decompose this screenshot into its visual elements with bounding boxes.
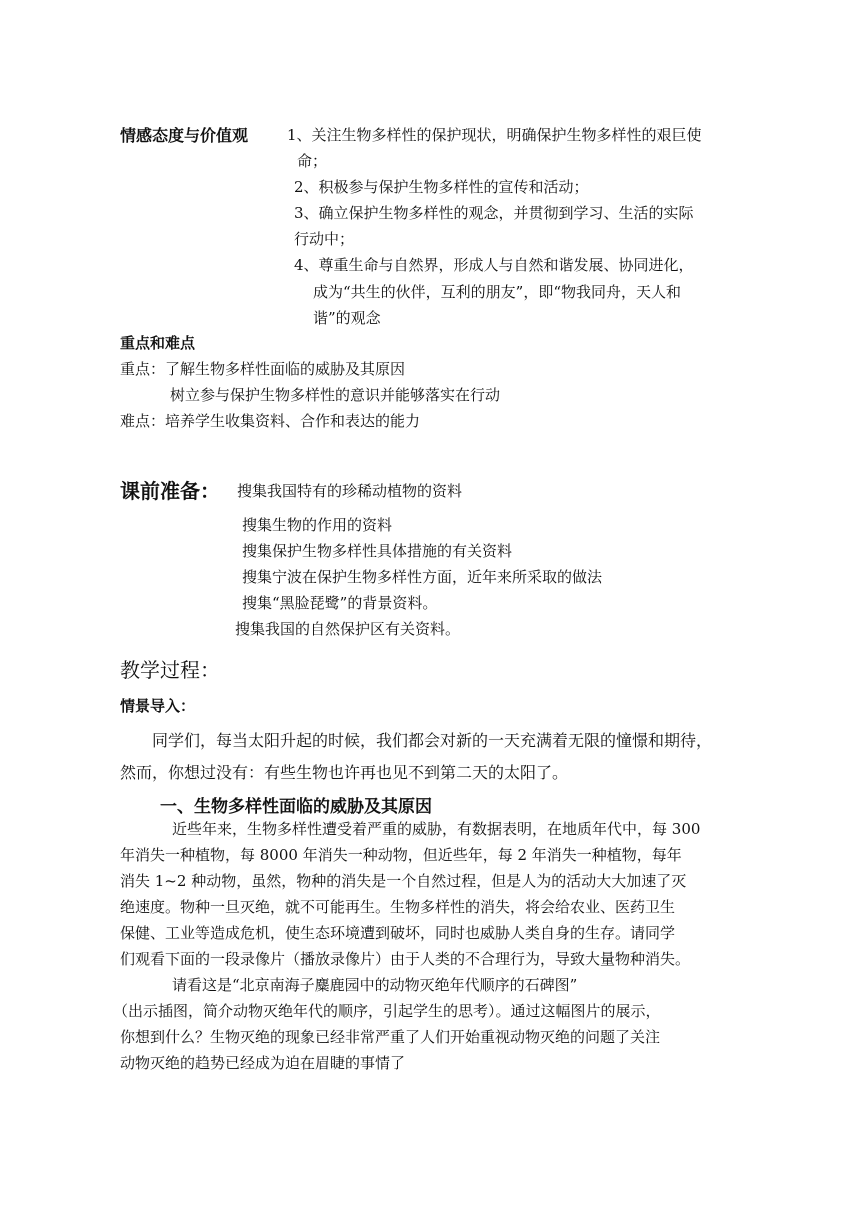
affect-label: 情感态度与价值观 [120,126,249,145]
prep-item-4: 搜集宁波在保护生物多样性方面，近年来所采取的做法 [242,568,603,586]
prep-item-2: 搜集生物的作用的资料 [242,516,393,534]
section1-line-9: 你想到什么？生物灭绝的现象已经非常严重了人们开始重视动物灭绝的问题了关注 [120,1028,661,1046]
prep-item-5: 搜集“黑脸琵鹭”的背景资料。 [242,594,438,612]
prep-item-3: 搜集保护生物多样性具体措施的有关资料 [242,542,513,560]
affect-line-2: 命； [297,152,328,170]
process-heading: 教学过程： [120,658,220,682]
section1-line-5: 保健、工业等造成危机，使生态环境遭到破坏，同时也威胁人类自身的生存。请同学 [120,924,676,942]
section1-line-4: 绝速度。物种一旦灭绝，就不可能再生。生物多样性的消失，将会给农业、医药卫生 [120,898,676,916]
affect-line-5: 行动中； [294,230,355,248]
affect-line-7: 成为“共生的伙伴，互利的朋友”，即“物我同舟，天人和 [313,283,682,301]
key-points-heading: 重点和难点 [120,334,196,352]
intro-line-2: 然而，你想过没有：有些生物也许再也见不到第二天的太阳了。 [120,763,569,782]
section1-line-10: 动物灭绝的趋势已经成为迫在眉睫的事情了 [120,1054,406,1072]
section1-line-2: 年消失一种植物，每 8000 年消失一种动物，但近些年，每 2 年消失一种植物，每年 [120,846,682,864]
section1-heading: 一、生物多样性面临的威胁及其原因 [160,797,432,817]
affect-line-4: 3、确立保护生物多样性的观念，并贯彻到学习、生活的实际 [294,204,694,222]
difficulty-point: 难点：培养学生收集资料、合作和表达的能力 [120,412,421,430]
affect-line-6: 4、尊重生命与自然界，形成人与自然和谐发展、协同进化， [294,256,694,274]
affect-line-3: 2、积极参与保护生物多样性的宣传和活动； [294,178,589,196]
section1-line-7: 请看这是“北京南海子麋鹿园中的动物灭绝年代顺序的石碑图” [172,976,578,994]
intro-heading: 情景导入： [120,697,196,715]
section1-line-8: （出示插图，简介动物灭绝年代的顺序，引起学生的思考）。通过这幅图片的展示， [113,1002,661,1020]
section1-line-3: 消失 1~2 种动物，虽然，物种的消失是一个自然过程，但是人为的活动大大加速了灭 [120,872,687,890]
prep-heading: 课前准备： [120,479,220,503]
section1-line-6: 们观看下面的一段录像片（播放录像片）由于人类的不合理行为，导致大量物种消失。 [120,950,691,968]
section1-line-1: 近些年来，生物多样性遭受着严重的威胁，有数据表明，在地质年代中，每 300 [172,820,701,838]
affect-line-8: 谐”的观念 [313,309,381,327]
key-point-1: 重点：了解生物多样性面临的威胁及其原因 [120,360,406,378]
prep-item-6: 搜集我国的自然保护区有关资料。 [235,620,461,638]
prep-item-1: 搜集我国特有的珍稀动植物的资料 [237,482,463,500]
key-point-2: 树立参与保护生物多样性的意识并能够落实在行动 [170,386,501,404]
affect-line-1: 1、关注生物多样性的保护现状，明确保护生物多样性的艰巨使 [287,126,702,144]
intro-line-1: 同学们，每当太阳升起的时候，我们都会对新的一天充满着无限的憧憬和期待， [152,731,713,750]
